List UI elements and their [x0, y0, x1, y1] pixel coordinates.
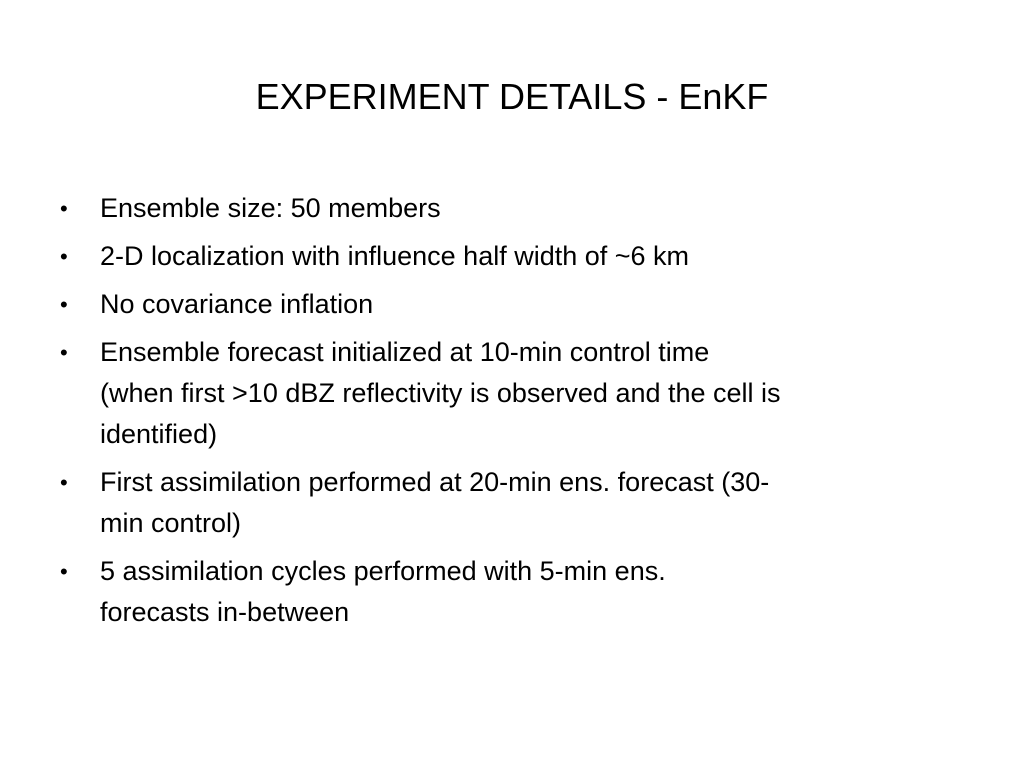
- bullet-icon: •: [60, 470, 68, 495]
- bullet-text: 5 assimilation cycles performed with 5-min ens. forecasts in-between: [100, 556, 666, 627]
- bullet-text: First assimilation performed at 20-min ens. forecast (30- min control): [100, 467, 770, 538]
- list-item-first-assimilation: [60, 462, 980, 544]
- bullet-list: [60, 188, 980, 640]
- bullet-icon: •: [60, 559, 68, 584]
- bullet-icon: •: [60, 244, 68, 269]
- list-item-ensemble-size: [60, 188, 980, 229]
- bullet-icon: •: [60, 292, 68, 317]
- bullet-text: Ensemble size: 50 members: [100, 193, 441, 223]
- list-item-forecast-initialization: [60, 332, 980, 455]
- list-item-localization: [60, 236, 980, 277]
- bullet-text: No covariance inflation: [100, 289, 374, 319]
- bullet-text: 2-D localization with influence half width of ~6 km: [100, 241, 690, 271]
- bullet-icon: •: [60, 196, 68, 221]
- list-item-assimilation-cycles: [60, 551, 980, 633]
- slide-title: EXPERIMENT DETAILS - EnKF: [255, 76, 769, 117]
- list-item-covariance-inflation: [60, 284, 980, 325]
- bullet-text: Ensemble forecast initialized at 10-min control time (when first >10 dBZ reflectivity is observed and the cell is identified): [100, 337, 781, 449]
- bullet-icon: •: [60, 340, 68, 365]
